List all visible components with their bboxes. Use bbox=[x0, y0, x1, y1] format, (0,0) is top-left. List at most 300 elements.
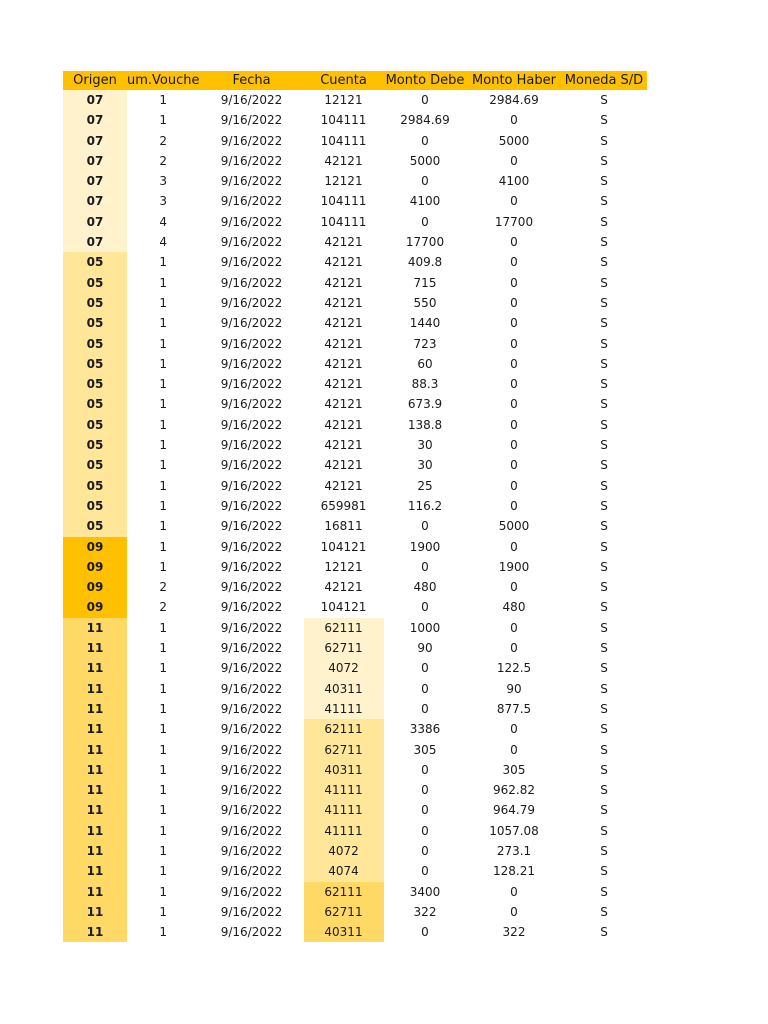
cell-origen[interactable]: 09 bbox=[63, 537, 127, 557]
cell-cuenta[interactable]: 16811 bbox=[324, 519, 363, 534]
cell-moneda[interactable]: S bbox=[600, 925, 608, 940]
cell-origen[interactable]: 05 bbox=[63, 273, 127, 293]
cell-moneda[interactable]: S bbox=[600, 498, 608, 513]
cell-cuenta[interactable]: 12121 bbox=[324, 93, 363, 107]
cell-cuenta[interactable]: 42121 bbox=[324, 255, 363, 270]
cell-cuenta[interactable]: 42121 bbox=[324, 377, 363, 392]
cell-monto-haber[interactable]: 0 bbox=[510, 478, 518, 493]
cell-fecha[interactable]: 9/16/2022 bbox=[220, 884, 283, 899]
cell-num-voucher[interactable]: 2 bbox=[159, 153, 168, 168]
cell-monto-haber[interactable]: 0 bbox=[510, 397, 518, 412]
cell-moneda[interactable]: S bbox=[600, 803, 608, 818]
cell-monto-haber[interactable]: 90 bbox=[506, 681, 522, 696]
cell-moneda[interactable]: S bbox=[600, 884, 608, 899]
cell-cuenta[interactable]: 62711 bbox=[304, 638, 384, 658]
cell-cuenta[interactable]: 42121 bbox=[324, 478, 363, 493]
cell-moneda[interactable]: S bbox=[600, 681, 608, 696]
cell-moneda[interactable]: S bbox=[600, 336, 608, 351]
cell-monto-haber[interactable]: 0 bbox=[510, 356, 518, 371]
header-fecha[interactable]: Fecha bbox=[200, 71, 304, 90]
cell-origen[interactable]: 09 bbox=[63, 557, 127, 577]
cell-moneda[interactable]: S bbox=[600, 113, 608, 128]
cell-monto-haber[interactable]: 0 bbox=[510, 458, 518, 473]
cell-num-voucher[interactable]: 1 bbox=[159, 255, 168, 270]
cell-monto-haber[interactable]: 877.5 bbox=[496, 701, 532, 716]
cell-cuenta[interactable]: 42121 bbox=[324, 438, 363, 453]
cell-origen[interactable]: 11 bbox=[63, 638, 127, 658]
cell-num-voucher[interactable]: 3 bbox=[159, 194, 168, 209]
cell-monto-haber[interactable]: 0 bbox=[510, 336, 518, 351]
cell-fecha[interactable]: 9/16/2022 bbox=[220, 194, 283, 209]
cell-monto-haber[interactable]: 0 bbox=[510, 742, 518, 757]
cell-num-voucher[interactable]: 1 bbox=[159, 397, 168, 412]
cell-fecha[interactable]: 9/16/2022 bbox=[220, 417, 283, 432]
cell-num-voucher[interactable]: 1 bbox=[159, 742, 168, 757]
cell-cuenta[interactable]: 42121 bbox=[324, 235, 363, 250]
cell-num-voucher[interactable]: 1 bbox=[159, 803, 168, 818]
cell-monto-haber[interactable]: 0 bbox=[510, 904, 518, 919]
cell-moneda[interactable]: S bbox=[600, 214, 608, 229]
cell-num-voucher[interactable]: 1 bbox=[159, 722, 168, 737]
cell-monto-debe[interactable]: 1440 bbox=[409, 316, 441, 331]
cell-moneda[interactable]: S bbox=[600, 722, 608, 737]
cell-cuenta[interactable]: 42121 bbox=[324, 580, 363, 595]
cell-cuenta[interactable]: 41111 bbox=[304, 699, 384, 719]
cell-cuenta[interactable]: 4072 bbox=[304, 841, 384, 861]
cell-fecha[interactable]: 9/16/2022 bbox=[220, 620, 283, 635]
cell-fecha[interactable]: 9/16/2022 bbox=[220, 214, 283, 229]
cell-monto-debe[interactable]: 715 bbox=[413, 275, 437, 290]
cell-cuenta[interactable]: 40311 bbox=[304, 760, 384, 780]
cell-fecha[interactable]: 9/16/2022 bbox=[220, 762, 283, 777]
cell-origen[interactable]: 05 bbox=[63, 252, 127, 272]
cell-num-voucher[interactable]: 1 bbox=[159, 701, 168, 716]
cell-num-voucher[interactable]: 3 bbox=[159, 174, 168, 189]
cell-fecha[interactable]: 9/16/2022 bbox=[220, 498, 283, 513]
header-num-voucher[interactable]: um.Vouche bbox=[127, 73, 200, 88]
cell-cuenta[interactable]: 42121 bbox=[324, 336, 363, 351]
cell-cuenta[interactable]: 40311 bbox=[304, 922, 384, 942]
cell-num-voucher[interactable]: 1 bbox=[159, 620, 168, 635]
cell-num-voucher[interactable]: 1 bbox=[159, 661, 168, 676]
cell-origen[interactable]: 05 bbox=[63, 415, 127, 435]
cell-fecha[interactable]: 9/16/2022 bbox=[220, 316, 283, 331]
cell-cuenta[interactable]: 104121 bbox=[320, 600, 367, 615]
cell-cuenta[interactable]: 41111 bbox=[304, 780, 384, 800]
cell-origen[interactable]: 05 bbox=[63, 435, 127, 455]
cell-moneda[interactable]: S bbox=[600, 539, 608, 554]
cell-moneda[interactable]: S bbox=[600, 194, 608, 209]
cell-origen[interactable]: 11 bbox=[63, 740, 127, 760]
cell-monto-debe[interactable]: 17700 bbox=[405, 235, 445, 250]
cell-origen[interactable]: 11 bbox=[63, 699, 127, 719]
cell-moneda[interactable]: S bbox=[600, 377, 608, 392]
cell-origen[interactable]: 07 bbox=[63, 232, 127, 252]
cell-cuenta[interactable]: 42121 bbox=[324, 153, 363, 168]
cell-monto-haber[interactable]: 305 bbox=[502, 762, 526, 777]
cell-fecha[interactable]: 9/16/2022 bbox=[220, 742, 283, 757]
cell-num-voucher[interactable]: 1 bbox=[159, 559, 168, 574]
cell-origen[interactable]: 11 bbox=[63, 780, 127, 800]
cell-monto-debe[interactable]: 0 bbox=[421, 559, 429, 574]
cell-cuenta[interactable]: 42121 bbox=[324, 275, 363, 290]
cell-fecha[interactable]: 9/16/2022 bbox=[220, 864, 283, 879]
cell-fecha[interactable]: 9/16/2022 bbox=[220, 275, 283, 290]
cell-monto-haber[interactable]: 4100 bbox=[498, 174, 530, 189]
cell-monto-debe[interactable]: 480 bbox=[413, 580, 437, 595]
cell-moneda[interactable]: S bbox=[600, 823, 608, 838]
cell-fecha[interactable]: 9/16/2022 bbox=[220, 295, 283, 310]
cell-cuenta[interactable]: 104111 bbox=[320, 214, 367, 229]
cell-moneda[interactable]: S bbox=[600, 519, 608, 534]
cell-num-voucher[interactable]: 1 bbox=[159, 356, 168, 371]
cell-monto-debe[interactable]: 0 bbox=[421, 803, 429, 818]
cell-moneda[interactable]: S bbox=[600, 174, 608, 189]
cell-origen[interactable]: 09 bbox=[63, 597, 127, 617]
cell-fecha[interactable]: 9/16/2022 bbox=[220, 255, 283, 270]
cell-fecha[interactable]: 9/16/2022 bbox=[220, 235, 283, 250]
cell-monto-haber[interactable]: 0 bbox=[510, 113, 518, 128]
cell-origen[interactable]: 05 bbox=[63, 394, 127, 414]
cell-monto-debe[interactable]: 409.8 bbox=[407, 255, 443, 270]
cell-monto-haber[interactable]: 0 bbox=[510, 295, 518, 310]
cell-num-voucher[interactable]: 1 bbox=[159, 498, 168, 513]
cell-num-voucher[interactable]: 1 bbox=[159, 843, 168, 858]
cell-monto-debe[interactable]: 0 bbox=[421, 681, 429, 696]
cell-fecha[interactable]: 9/16/2022 bbox=[220, 438, 283, 453]
cell-num-voucher[interactable]: 1 bbox=[159, 478, 168, 493]
cell-cuenta[interactable]: 42121 bbox=[324, 295, 363, 310]
cell-fecha[interactable]: 9/16/2022 bbox=[220, 336, 283, 351]
cell-monto-debe[interactable]: 723 bbox=[413, 336, 437, 351]
cell-cuenta[interactable]: 42121 bbox=[324, 397, 363, 412]
cell-monto-debe[interactable]: 0 bbox=[421, 783, 429, 798]
cell-monto-debe[interactable]: 5000 bbox=[409, 153, 441, 168]
cell-fecha[interactable]: 9/16/2022 bbox=[220, 93, 283, 107]
cell-moneda[interactable]: S bbox=[600, 356, 608, 371]
cell-monto-debe[interactable]: 673.9 bbox=[407, 397, 443, 412]
cell-cuenta[interactable]: 41111 bbox=[304, 821, 384, 841]
cell-cuenta[interactable]: 42121 bbox=[324, 458, 363, 473]
cell-moneda[interactable]: S bbox=[600, 559, 608, 574]
cell-origen[interactable]: 07 bbox=[63, 110, 127, 130]
cell-num-voucher[interactable]: 2 bbox=[159, 580, 168, 595]
cell-monto-debe[interactable]: 3386 bbox=[409, 722, 441, 737]
cell-fecha[interactable]: 9/16/2022 bbox=[220, 113, 283, 128]
cell-fecha[interactable]: 9/16/2022 bbox=[220, 519, 283, 534]
cell-monto-haber[interactable]: 17700 bbox=[494, 214, 534, 229]
cell-num-voucher[interactable]: 1 bbox=[159, 93, 168, 107]
cell-monto-debe[interactable]: 0 bbox=[421, 762, 429, 777]
cell-origen[interactable]: 07 bbox=[63, 90, 127, 110]
cell-monto-debe[interactable]: 3400 bbox=[409, 884, 441, 899]
cell-monto-debe[interactable]: 0 bbox=[421, 600, 429, 615]
cell-moneda[interactable]: S bbox=[600, 153, 608, 168]
cell-num-voucher[interactable]: 1 bbox=[159, 884, 168, 899]
cell-origen[interactable]: 05 bbox=[63, 374, 127, 394]
cell-num-voucher[interactable]: 1 bbox=[159, 641, 168, 656]
cell-moneda[interactable]: S bbox=[600, 661, 608, 676]
cell-origen[interactable]: 11 bbox=[63, 719, 127, 739]
cell-fecha[interactable]: 9/16/2022 bbox=[220, 133, 283, 148]
cell-monto-haber[interactable]: 0 bbox=[510, 539, 518, 554]
cell-origen[interactable]: 11 bbox=[63, 679, 127, 699]
cell-fecha[interactable]: 9/16/2022 bbox=[220, 661, 283, 676]
cell-monto-debe[interactable]: 0 bbox=[421, 843, 429, 858]
cell-monto-haber[interactable]: 0 bbox=[510, 255, 518, 270]
cell-monto-debe[interactable]: 60 bbox=[417, 356, 433, 371]
cell-origen[interactable]: 05 bbox=[63, 516, 127, 536]
cell-moneda[interactable]: S bbox=[600, 641, 608, 656]
cell-origen[interactable]: 11 bbox=[63, 902, 127, 922]
cell-num-voucher[interactable]: 1 bbox=[159, 113, 168, 128]
cell-monto-haber[interactable]: 0 bbox=[510, 641, 518, 656]
cell-moneda[interactable]: S bbox=[600, 783, 608, 798]
cell-fecha[interactable]: 9/16/2022 bbox=[220, 580, 283, 595]
cell-origen[interactable]: 11 bbox=[63, 922, 127, 942]
cell-origen[interactable]: 05 bbox=[63, 354, 127, 374]
cell-cuenta[interactable]: 42121 bbox=[324, 417, 363, 432]
cell-num-voucher[interactable]: 1 bbox=[159, 762, 168, 777]
cell-cuenta[interactable]: 62711 bbox=[304, 740, 384, 760]
cell-moneda[interactable]: S bbox=[600, 295, 608, 310]
cell-moneda[interactable]: S bbox=[600, 864, 608, 879]
cell-fecha[interactable]: 9/16/2022 bbox=[220, 681, 283, 696]
cell-origen[interactable]: 05 bbox=[63, 334, 127, 354]
cell-num-voucher[interactable]: 1 bbox=[159, 417, 168, 432]
cell-fecha[interactable]: 9/16/2022 bbox=[220, 843, 283, 858]
cell-origen[interactable]: 05 bbox=[63, 293, 127, 313]
cell-moneda[interactable]: S bbox=[600, 235, 608, 250]
cell-cuenta[interactable]: 42121 bbox=[324, 356, 363, 371]
cell-cuenta[interactable]: 40311 bbox=[304, 679, 384, 699]
cell-monto-debe[interactable]: 2984.69 bbox=[400, 113, 450, 128]
cell-moneda[interactable]: S bbox=[600, 255, 608, 270]
cell-monto-haber[interactable]: 0 bbox=[510, 580, 518, 595]
cell-monto-debe[interactable]: 0 bbox=[421, 823, 429, 838]
cell-moneda[interactable]: S bbox=[600, 438, 608, 453]
cell-moneda[interactable]: S bbox=[600, 620, 608, 635]
cell-origen[interactable]: 11 bbox=[63, 760, 127, 780]
cell-monto-haber[interactable]: 273.1 bbox=[496, 843, 532, 858]
cell-num-voucher[interactable]: 2 bbox=[159, 600, 168, 615]
cell-cuenta[interactable]: 4072 bbox=[304, 658, 384, 678]
cell-monto-haber[interactable]: 0 bbox=[510, 620, 518, 635]
cell-monto-debe[interactable]: 1900 bbox=[409, 539, 441, 554]
cell-monto-debe[interactable]: 0 bbox=[421, 661, 429, 676]
cell-num-voucher[interactable]: 1 bbox=[159, 295, 168, 310]
cell-monto-debe[interactable]: 0 bbox=[421, 93, 429, 107]
cell-num-voucher[interactable]: 1 bbox=[159, 904, 168, 919]
cell-monto-debe[interactable]: 0 bbox=[421, 864, 429, 879]
cell-num-voucher[interactable]: 1 bbox=[159, 823, 168, 838]
cell-cuenta[interactable]: 104121 bbox=[320, 539, 367, 554]
cell-origen[interactable]: 11 bbox=[63, 841, 127, 861]
cell-monto-haber[interactable]: 0 bbox=[510, 884, 518, 899]
cell-origen[interactable]: 05 bbox=[63, 476, 127, 496]
cell-monto-debe[interactable]: 88.3 bbox=[411, 377, 439, 392]
cell-monto-haber[interactable]: 122.5 bbox=[496, 661, 532, 676]
cell-monto-haber[interactable]: 2984.69 bbox=[489, 93, 539, 107]
cell-monto-haber[interactable]: 0 bbox=[510, 275, 518, 290]
cell-monto-haber[interactable]: 5000 bbox=[498, 133, 530, 148]
cell-origen[interactable]: 11 bbox=[63, 882, 127, 902]
cell-cuenta[interactable]: 104111 bbox=[320, 113, 367, 128]
cell-origen[interactable]: 11 bbox=[63, 800, 127, 820]
cell-fecha[interactable]: 9/16/2022 bbox=[220, 701, 283, 716]
cell-fecha[interactable]: 9/16/2022 bbox=[220, 904, 283, 919]
cell-moneda[interactable]: S bbox=[600, 458, 608, 473]
cell-num-voucher[interactable]: 4 bbox=[159, 235, 168, 250]
cell-num-voucher[interactable]: 1 bbox=[159, 519, 168, 534]
cell-moneda[interactable]: S bbox=[600, 316, 608, 331]
cell-moneda[interactable]: S bbox=[600, 93, 608, 107]
cell-monto-debe[interactable]: 116.2 bbox=[407, 498, 443, 513]
cell-fecha[interactable]: 9/16/2022 bbox=[220, 539, 283, 554]
cell-fecha[interactable]: 9/16/2022 bbox=[220, 559, 283, 574]
cell-origen[interactable]: 05 bbox=[63, 313, 127, 333]
cell-monto-haber[interactable]: 5000 bbox=[498, 519, 530, 534]
cell-fecha[interactable]: 9/16/2022 bbox=[220, 356, 283, 371]
cell-origen[interactable]: 07 bbox=[63, 131, 127, 151]
cell-monto-debe[interactable]: 305 bbox=[413, 742, 437, 757]
cell-fecha[interactable]: 9/16/2022 bbox=[220, 458, 283, 473]
cell-monto-debe[interactable]: 4100 bbox=[409, 194, 441, 209]
cell-fecha[interactable]: 9/16/2022 bbox=[220, 722, 283, 737]
cell-monto-haber[interactable]: 0 bbox=[510, 153, 518, 168]
cell-monto-debe[interactable]: 1000 bbox=[409, 620, 441, 635]
cell-monto-debe[interactable]: 322 bbox=[413, 904, 437, 919]
cell-monto-debe[interactable]: 0 bbox=[421, 174, 429, 189]
cell-cuenta[interactable]: 659981 bbox=[320, 498, 367, 513]
cell-num-voucher[interactable]: 1 bbox=[159, 925, 168, 940]
cell-moneda[interactable]: S bbox=[600, 275, 608, 290]
cell-cuenta[interactable]: 104111 bbox=[320, 194, 367, 209]
header-monto-debe[interactable]: Monto Debe bbox=[384, 71, 467, 90]
cell-cuenta[interactable]: 62111 bbox=[304, 882, 384, 902]
cell-monto-debe[interactable]: 138.8 bbox=[407, 417, 443, 432]
cell-monto-debe[interactable]: 30 bbox=[417, 438, 433, 453]
cell-monto-debe[interactable]: 25 bbox=[417, 478, 433, 493]
cell-moneda[interactable]: S bbox=[600, 762, 608, 777]
cell-fecha[interactable]: 9/16/2022 bbox=[220, 803, 283, 818]
cell-cuenta[interactable]: 12121 bbox=[324, 559, 363, 574]
cell-monto-haber[interactable]: 0 bbox=[510, 377, 518, 392]
cell-moneda[interactable]: S bbox=[600, 904, 608, 919]
cell-num-voucher[interactable]: 1 bbox=[159, 539, 168, 554]
cell-monto-haber[interactable]: 964.79 bbox=[493, 803, 535, 818]
cell-monto-haber[interactable]: 0 bbox=[510, 316, 518, 331]
cell-num-voucher[interactable]: 4 bbox=[159, 214, 168, 229]
cell-monto-debe[interactable]: 0 bbox=[421, 701, 429, 716]
cell-monto-haber[interactable]: 0 bbox=[510, 722, 518, 737]
cell-fecha[interactable]: 9/16/2022 bbox=[220, 174, 283, 189]
cell-fecha[interactable]: 9/16/2022 bbox=[220, 478, 283, 493]
cell-origen[interactable]: 11 bbox=[63, 618, 127, 638]
cell-fecha[interactable]: 9/16/2022 bbox=[220, 600, 283, 615]
cell-fecha[interactable]: 9/16/2022 bbox=[220, 397, 283, 412]
cell-fecha[interactable]: 9/16/2022 bbox=[220, 783, 283, 798]
header-cuenta[interactable]: Cuenta bbox=[304, 71, 384, 90]
cell-cuenta[interactable]: 42121 bbox=[324, 316, 363, 331]
cell-moneda[interactable]: S bbox=[600, 417, 608, 432]
cell-monto-haber[interactable]: 0 bbox=[510, 194, 518, 209]
cell-fecha[interactable]: 9/16/2022 bbox=[220, 153, 283, 168]
cell-num-voucher[interactable]: 2 bbox=[159, 133, 168, 148]
cell-fecha[interactable]: 9/16/2022 bbox=[220, 377, 283, 392]
cell-monto-haber[interactable]: 480 bbox=[502, 600, 526, 615]
cell-cuenta[interactable]: 41111 bbox=[304, 800, 384, 820]
cell-monto-haber[interactable]: 0 bbox=[510, 235, 518, 250]
cell-cuenta[interactable]: 62711 bbox=[304, 902, 384, 922]
cell-fecha[interactable]: 9/16/2022 bbox=[220, 823, 283, 838]
cell-num-voucher[interactable]: 1 bbox=[159, 681, 168, 696]
cell-cuenta[interactable]: 62111 bbox=[304, 618, 384, 638]
cell-num-voucher[interactable]: 1 bbox=[159, 316, 168, 331]
cell-num-voucher[interactable]: 1 bbox=[159, 336, 168, 351]
cell-origen[interactable]: 09 bbox=[63, 577, 127, 597]
cell-cuenta[interactable]: 104111 bbox=[320, 133, 367, 148]
cell-cuenta[interactable]: 12121 bbox=[324, 174, 363, 189]
cell-moneda[interactable]: S bbox=[600, 580, 608, 595]
cell-monto-haber[interactable]: 962.82 bbox=[493, 783, 535, 798]
header-monto-haber[interactable]: Monto Haber bbox=[467, 71, 562, 90]
cell-moneda[interactable]: S bbox=[600, 478, 608, 493]
cell-moneda[interactable]: S bbox=[600, 742, 608, 757]
cell-monto-haber[interactable]: 128.21 bbox=[493, 864, 535, 879]
cell-monto-debe[interactable]: 30 bbox=[417, 458, 433, 473]
cell-num-voucher[interactable]: 1 bbox=[159, 783, 168, 798]
cell-num-voucher[interactable]: 1 bbox=[159, 377, 168, 392]
cell-monto-debe[interactable]: 0 bbox=[421, 925, 429, 940]
cell-origen[interactable]: 05 bbox=[63, 496, 127, 516]
cell-moneda[interactable]: S bbox=[600, 397, 608, 412]
cell-origen[interactable]: 07 bbox=[63, 151, 127, 171]
cell-monto-haber[interactable]: 1900 bbox=[498, 559, 530, 574]
cell-origen[interactable]: 11 bbox=[63, 861, 127, 881]
cell-fecha[interactable]: 9/16/2022 bbox=[220, 925, 283, 940]
cell-origen[interactable]: 11 bbox=[63, 821, 127, 841]
cell-monto-haber[interactable]: 322 bbox=[502, 925, 526, 940]
cell-origen[interactable]: 07 bbox=[63, 171, 127, 191]
cell-cuenta[interactable]: 4074 bbox=[304, 861, 384, 881]
header-origen[interactable]: Origen bbox=[63, 71, 127, 90]
cell-origen[interactable]: 05 bbox=[63, 455, 127, 475]
cell-origen[interactable]: 11 bbox=[63, 658, 127, 678]
header-moneda[interactable]: Moneda S/D bbox=[562, 71, 647, 90]
cell-num-voucher[interactable]: 1 bbox=[159, 864, 168, 879]
cell-num-voucher[interactable]: 1 bbox=[159, 275, 168, 290]
cell-monto-debe[interactable]: 550 bbox=[413, 295, 437, 310]
cell-monto-haber[interactable]: 0 bbox=[510, 438, 518, 453]
cell-monto-haber[interactable]: 0 bbox=[510, 498, 518, 513]
cell-moneda[interactable]: S bbox=[600, 701, 608, 716]
cell-monto-debe[interactable]: 0 bbox=[421, 519, 429, 534]
cell-origen[interactable]: 07 bbox=[63, 212, 127, 232]
cell-num-voucher[interactable]: 1 bbox=[159, 458, 168, 473]
cell-num-voucher[interactable]: 1 bbox=[159, 438, 168, 453]
cell-moneda[interactable]: S bbox=[600, 843, 608, 858]
cell-cuenta[interactable]: 62111 bbox=[304, 719, 384, 739]
cell-moneda[interactable]: S bbox=[600, 133, 608, 148]
cell-monto-debe[interactable]: 0 bbox=[421, 214, 429, 229]
cell-moneda[interactable]: S bbox=[600, 600, 608, 615]
cell-monto-debe[interactable]: 90 bbox=[417, 641, 433, 656]
cell-monto-haber[interactable]: 1057.08 bbox=[489, 823, 539, 838]
cell-fecha[interactable]: 9/16/2022 bbox=[220, 641, 283, 656]
cell-monto-haber[interactable]: 0 bbox=[510, 417, 518, 432]
cell-origen[interactable]: 07 bbox=[63, 191, 127, 211]
